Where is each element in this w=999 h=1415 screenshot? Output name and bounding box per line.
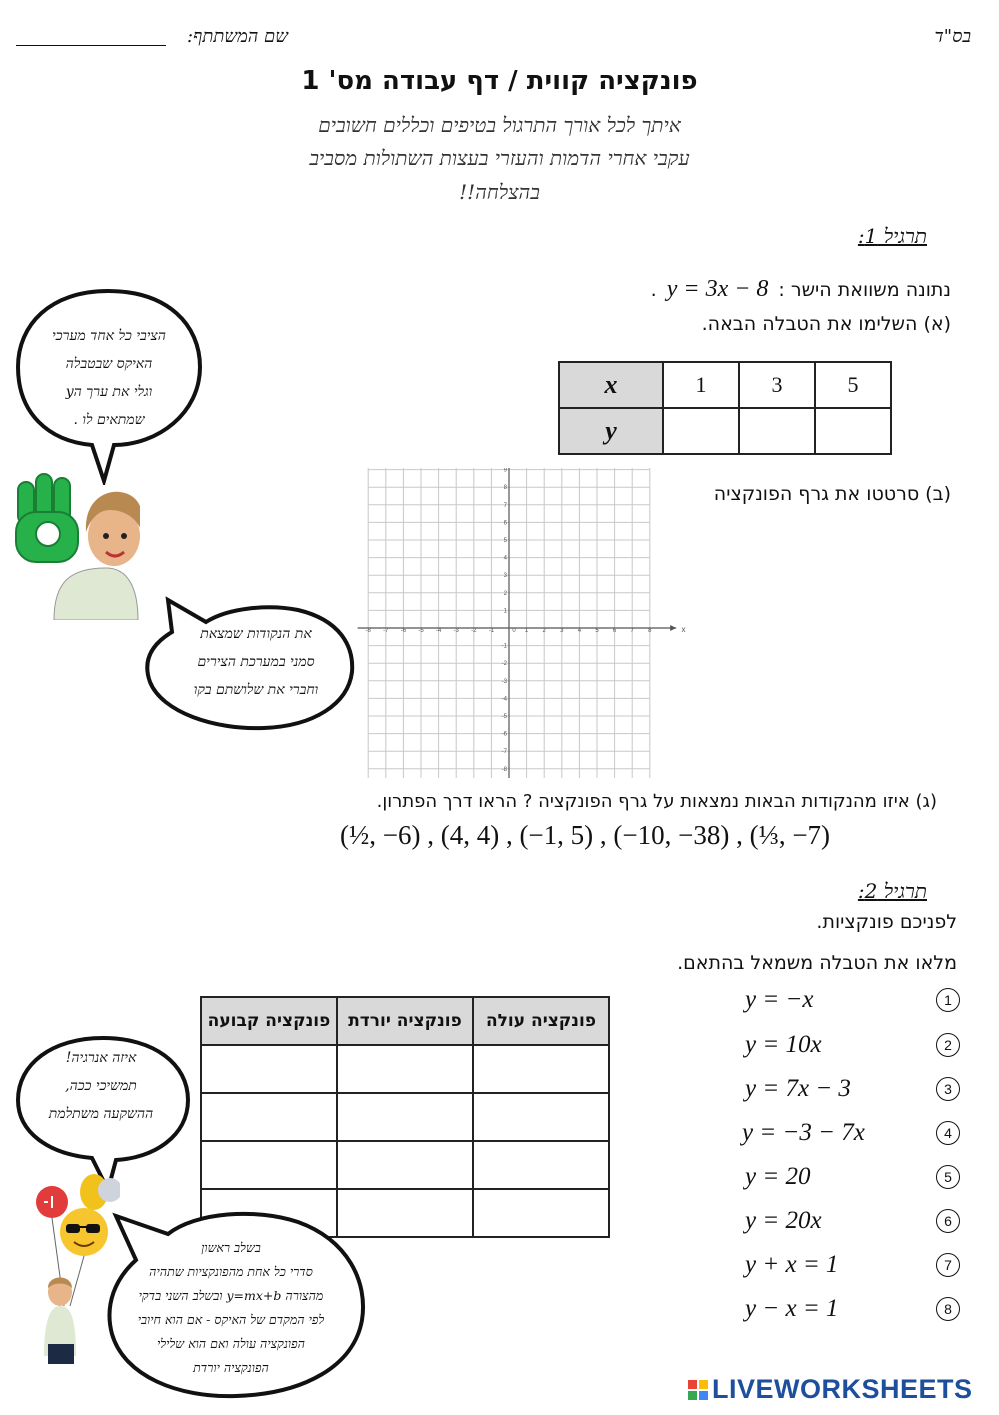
candidate-points: (½, −6) , (4, 4) , (−1, 5) , (−10, −38) , (⅓, −7) <box>340 820 831 850</box>
function-item <box>745 1251 960 1281</box>
bubble-line: סמני במערכת הצירים <box>197 654 315 670</box>
function-number: 5 <box>936 1165 960 1189</box>
x-tick-label: -4 <box>435 628 442 634</box>
function-equation: y = 20x <box>745 1207 822 1234</box>
x-value-cell: 5 <box>815 362 891 408</box>
function-equation: y = 7x − 3 <box>745 1075 851 1102</box>
bubble-line: הפונקציה יורדת <box>193 1360 269 1375</box>
bubble-line: ההשקעה משתלמת <box>48 1106 154 1122</box>
bubble-line: את הנקודות שמצאת <box>200 626 312 642</box>
y-tick-label: -4 <box>501 696 507 703</box>
y-input-cell[interactable] <box>739 408 815 454</box>
header-decreasing: פונקציה יורדת <box>337 997 473 1045</box>
answer-cell[interactable] <box>473 1093 609 1141</box>
y-tick-label: 9 <box>503 468 507 474</box>
exercise1-heading: תרגיל 1: <box>857 224 927 248</box>
x-tick-label: -7 <box>383 628 389 634</box>
function-equation: y = 20 <box>745 1163 811 1190</box>
y-tick-label: 2 <box>503 590 507 597</box>
x-tick-label: 3 <box>560 628 564 634</box>
part-c-label: (ג) איזו מהנקודות הבאות נמצאות על גרף הפונקציה ? הראו דרך הפתרון. <box>376 791 937 812</box>
x-tick-label: -2 <box>471 628 477 634</box>
function-item <box>745 1295 960 1325</box>
y-tick-label: -6 <box>501 731 507 738</box>
x-tick-label: 6 <box>612 628 617 634</box>
subtitle-line-2: עקבי אחרי הדמות והעזרי בעצות השתולות מסביב <box>309 146 690 170</box>
y-tick-label: -5 <box>501 714 507 720</box>
bubble-line: הפונקציה עולה ואם הוא שלילי <box>157 1336 305 1351</box>
answer-cell[interactable] <box>337 1045 473 1093</box>
student-name-label: שם המשתתף: <box>186 26 288 47</box>
answer-cell[interactable] <box>473 1189 609 1237</box>
bubble-line: בשלב ראשון <box>201 1240 261 1255</box>
brand-grid-icon <box>688 1380 708 1400</box>
given-label: נתונה משוואת הישר : <box>778 279 951 301</box>
bubble-line: לפי המקדם של האיקס - אם הוא חיובי <box>137 1312 325 1327</box>
y-tick-label: 3 <box>503 573 507 580</box>
y-tick-label: -1 <box>501 643 507 650</box>
teacher-avatar-with-balloons <box>30 1166 120 1382</box>
bubble-line: האיקס שבטבלה <box>65 356 153 372</box>
function-equation: y = −3 − 7x <box>742 1119 865 1146</box>
subtitle-line-1: איתך לכל אורך התרגול בטיפים וכללים חשובים <box>318 113 681 137</box>
y-tick-label: -8 <box>501 766 507 773</box>
function-equation: y = 10x <box>745 1031 822 1058</box>
function-item <box>745 986 960 1016</box>
x-value-cell: 3 <box>739 362 815 408</box>
teacher-avatar-with-glove <box>10 470 140 620</box>
header-constant: פונקציה קבועה <box>201 997 337 1045</box>
given-period: . <box>650 279 657 301</box>
x-tick-label: 1 <box>524 628 529 634</box>
x-tick-label: -6 <box>400 628 407 634</box>
xy-table <box>558 361 892 455</box>
x-tick-label: -1 <box>488 628 495 634</box>
x-tick-label: 7 <box>630 628 634 634</box>
function-item <box>745 1075 960 1105</box>
bubble-3-text <box>26 1044 176 1128</box>
function-item <box>745 1031 960 1061</box>
given-equation: y = 3x − 8 <box>666 276 769 302</box>
bubble-2-text <box>168 620 344 704</box>
x-axis-label: x <box>681 625 686 634</box>
function-number: 3 <box>936 1077 960 1101</box>
y-tick-label: 7 <box>503 502 507 509</box>
y-tick-label: 6 <box>503 520 507 527</box>
function-number: 8 <box>936 1297 960 1321</box>
function-equation: y = −x <box>745 986 814 1013</box>
bubble-line: מהצורה y=mx+b ובשלב השני בדקי <box>138 1288 324 1303</box>
exercise2-intro: לפניכם פונקציות. <box>816 911 957 933</box>
coordinate-grid[interactable] <box>356 468 691 778</box>
bubble-line: הציבי כל אחד מערכי <box>52 328 166 344</box>
bubble-4-text <box>104 1236 358 1380</box>
x-tick-label: -3 <box>453 628 459 634</box>
bubble-line: איזה אנרגיה! <box>65 1050 137 1066</box>
brand-name: LIVEWORKSHEETS <box>712 1374 973 1404</box>
function-number: 2 <box>936 1033 960 1057</box>
function-item <box>742 1119 960 1149</box>
page-title: פונקציה קווית / דף עבודה מס' 1 <box>301 66 698 96</box>
function-number: 7 <box>936 1253 960 1277</box>
y-tick-label: 5 <box>503 538 507 544</box>
exercise1-given <box>651 276 951 303</box>
answer-cell[interactable] <box>337 1093 473 1141</box>
exercise2-heading: תרגיל 2: <box>857 879 927 903</box>
function-number: 6 <box>936 1209 960 1233</box>
bubble-line: שמתאים לו . <box>73 412 145 428</box>
subtitle-line-3: בהצלחה!! <box>459 180 540 204</box>
answer-cell[interactable] <box>473 1141 609 1189</box>
x-tick-label: 2 <box>542 628 546 634</box>
function-equation: y − x = 1 <box>745 1295 839 1322</box>
x-tick-label: -8 <box>365 628 371 634</box>
bubble-line: וחברי את שלושתם בקו <box>193 682 319 698</box>
part-b-label: (ב) סרטטו את גרף הפונקציה <box>713 483 951 505</box>
answer-cell[interactable] <box>201 1093 337 1141</box>
x-tick-label: -5 <box>418 628 424 634</box>
function-item <box>745 1163 960 1193</box>
y-tick-label: -2 <box>501 661 507 668</box>
function-number: 4 <box>936 1121 960 1145</box>
function-number: 1 <box>936 988 960 1012</box>
part-a-label: (א) השלימו את הטבלה הבאה. <box>701 313 951 335</box>
exercise2-instruction: מלאו את הטבלה משמאל בהתאם. <box>677 952 957 974</box>
function-item <box>745 1207 960 1237</box>
y-tick-label: 1 <box>503 608 507 615</box>
x-header: x <box>559 362 663 408</box>
x-value-cell: 1 <box>663 362 739 408</box>
y-tick-label: 8 <box>503 485 507 492</box>
liveworksheets-logo <box>688 1374 973 1405</box>
y-tick-label: -7 <box>501 749 507 756</box>
foam-glove-icon <box>16 474 78 562</box>
top-right-mark: בס"ד <box>934 26 971 47</box>
bubble-line: תמשיכי ככה, <box>65 1078 137 1094</box>
header-increasing: פונקציה עולה <box>473 997 609 1045</box>
x-tick-label: 5 <box>595 628 599 634</box>
x-axis-arrow <box>670 625 676 631</box>
y-header: y <box>559 408 663 454</box>
answer-cell[interactable] <box>201 1045 337 1093</box>
y-input-cell[interactable] <box>815 408 891 454</box>
x-tick-label: 4 <box>577 628 582 634</box>
x-tick-label: 8 <box>648 628 652 634</box>
function-equation: y + x = 1 <box>745 1251 839 1278</box>
y-tick-label: -3 <box>501 678 507 685</box>
bubble-line: וגלי את ערך הy <box>65 384 153 400</box>
y-input-cell[interactable] <box>663 408 739 454</box>
bubble-line: סדרי כל אחת מהפונקציות שתהיה <box>149 1264 313 1279</box>
student-name-line[interactable] <box>16 45 166 46</box>
answer-cell[interactable] <box>473 1045 609 1093</box>
bubble-1-text <box>34 322 184 434</box>
x-tick-label: 0 <box>512 628 516 634</box>
y-tick-label: 4 <box>503 555 507 562</box>
